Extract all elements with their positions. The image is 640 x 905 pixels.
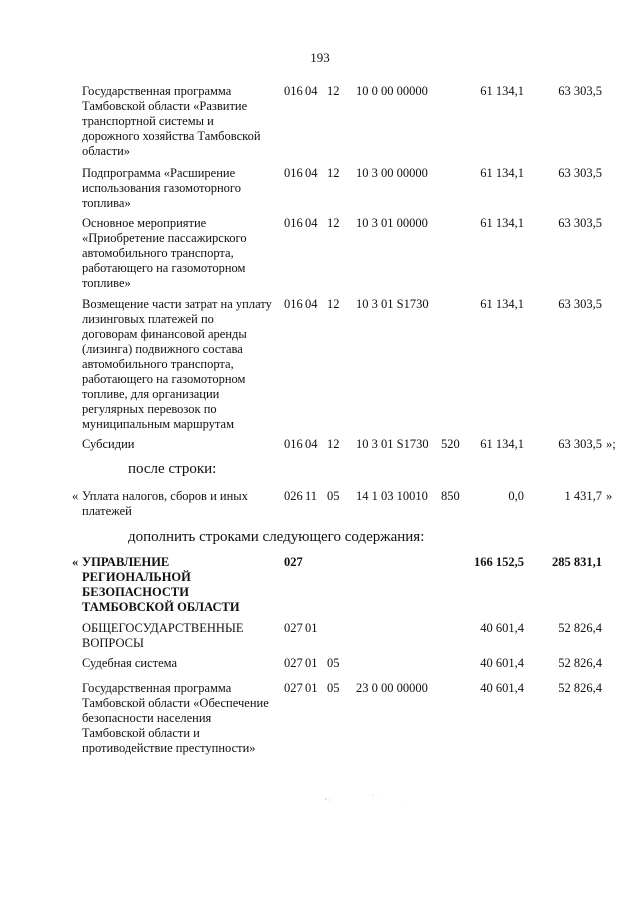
code-csr: 10 3 01 S1730 xyxy=(356,437,429,451)
code-ved: 016 xyxy=(284,216,303,230)
row-name: Государственная программа Тамбовской области «Развитие транспортной системы и дорожного хозяйства Тамбовской области» xyxy=(82,84,261,158)
code-rz: 04 xyxy=(305,297,318,311)
page-number: 193 xyxy=(310,50,330,65)
amount-year1: 61 134,1 xyxy=(480,437,524,451)
code-csr: 10 3 01 S1730 xyxy=(356,297,429,311)
amount-year2: 63 303,5 xyxy=(558,166,602,180)
code-csr: 14 1 03 10010 xyxy=(356,489,428,503)
code-rz: 04 xyxy=(305,166,318,180)
scan-specks xyxy=(318,785,418,805)
amount-year2: 63 303,5 xyxy=(558,216,602,230)
row-name: Уплата налогов, сборов и иных платежей xyxy=(82,489,248,518)
amount-year2: 1 431,7 xyxy=(564,489,602,503)
code-ved: 027 xyxy=(284,681,303,695)
amount-year1: 40 601,4 xyxy=(480,621,524,635)
instruction-add: дополнить строками следующего содержания: xyxy=(128,529,425,545)
code-pr: 05 xyxy=(327,656,340,670)
amount-year2: 63 303,5 xyxy=(558,297,602,311)
code-rz: 04 xyxy=(305,84,318,98)
code-ved: 027 xyxy=(284,621,303,635)
row-name: ОБЩЕГОСУДАРСТВЕННЫЕ ВОПРОСЫ xyxy=(82,621,244,650)
code-ved: 016 xyxy=(284,84,303,98)
code-rz: 01 xyxy=(305,681,318,695)
code-pr: 12 xyxy=(327,297,340,311)
code-rz: 11 xyxy=(305,489,318,503)
code-ved: 016 xyxy=(284,297,303,311)
code-ved: 027 xyxy=(284,555,303,569)
code-vr: 850 xyxy=(441,489,460,503)
amount-year2: 52 826,4 xyxy=(558,681,602,695)
closing-quote: »; xyxy=(606,437,616,451)
code-rz: 01 xyxy=(305,621,318,635)
row-name: Подпрограмма «Расширение использования газомоторного топлива» xyxy=(82,166,241,210)
code-csr: 10 3 00 00000 xyxy=(356,166,428,180)
code-pr: 12 xyxy=(327,84,340,98)
opening-quote: « xyxy=(72,555,79,569)
code-rz: 04 xyxy=(305,216,318,230)
code-csr: 10 3 01 00000 xyxy=(356,216,428,230)
amount-year1: 61 134,1 xyxy=(480,216,524,230)
amount-year1: 40 601,4 xyxy=(480,656,524,670)
code-ved: 027 xyxy=(284,656,303,670)
code-pr: 12 xyxy=(327,216,340,230)
row-name: Основное мероприятие «Приобретение пассажирского автомобильного транспорта, работающего на газомоторном топливе» xyxy=(82,216,247,290)
amount-year1: 61 134,1 xyxy=(480,84,524,98)
amount-year2: 285 831,1 xyxy=(552,555,602,569)
code-ved: 026 xyxy=(284,489,303,503)
code-rz: 01 xyxy=(305,656,318,670)
amount-year2: 52 826,4 xyxy=(558,621,602,635)
code-ved: 016 xyxy=(284,437,303,451)
code-rz: 04 xyxy=(305,437,318,451)
instruction-after: после строки: xyxy=(128,461,217,477)
amount-year2: 63 303,5 xyxy=(558,84,602,98)
code-vr: 520 xyxy=(441,437,460,451)
code-pr: 05 xyxy=(327,681,340,695)
amount-year1: 166 152,5 xyxy=(474,555,524,569)
amount-year2: 63 303,5 xyxy=(558,437,602,451)
code-pr: 12 xyxy=(327,437,340,451)
row-name: Государственная программа Тамбовской области «Обеспечение безопасности населения Тамбовской области и противодействие преступности» xyxy=(82,681,269,755)
amount-year1: 40 601,4 xyxy=(480,681,524,695)
amount-year2: 52 826,4 xyxy=(558,656,602,670)
code-csr: 23 0 00 00000 xyxy=(356,681,428,695)
row-name: Возмещение части затрат на уплату лизинговых платежей по договорам финансовой аренды (лизинга) подвижного состава автомобильного транспорта, работающего на газомоторном топливе, для организации регулярных перевозок по муниципальным маршрутам xyxy=(82,297,272,431)
amount-year1: 61 134,1 xyxy=(480,166,524,180)
amount-year1: 0,0 xyxy=(508,489,524,503)
opening-quote: « xyxy=(72,489,79,503)
code-pr: 12 xyxy=(327,166,340,180)
row-name: УПРАВЛЕНИЕ РЕГИОНАЛЬНОЙ БЕЗОПАСНОСТИ ТАМБОВСКОЙ ОБЛАСТИ xyxy=(82,555,240,614)
code-ved: 016 xyxy=(284,166,303,180)
closing-quote: » xyxy=(606,489,613,503)
row-name: Судебная система xyxy=(82,656,178,670)
amount-year1: 61 134,1 xyxy=(480,297,524,311)
code-csr: 10 0 00 00000 xyxy=(356,84,428,98)
code-pr: 05 xyxy=(327,489,340,503)
row-name: Субсидии xyxy=(82,437,135,451)
